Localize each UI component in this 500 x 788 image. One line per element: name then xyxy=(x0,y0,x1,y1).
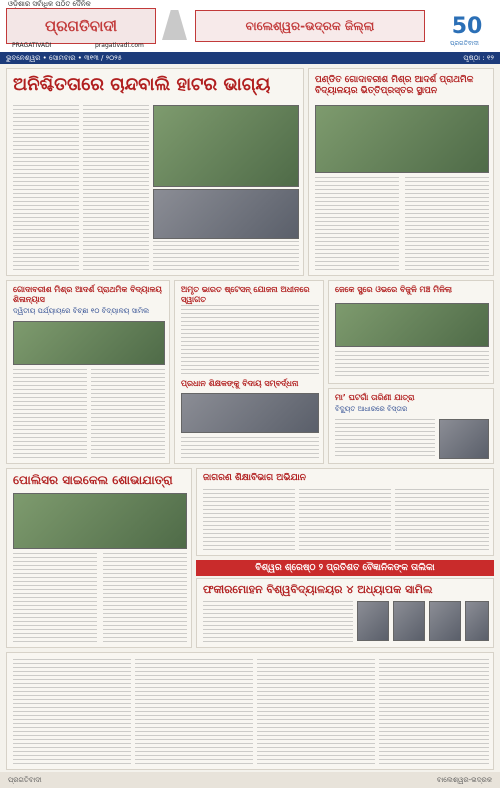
story-center-mid xyxy=(174,280,324,464)
story-text xyxy=(257,659,375,765)
story-text xyxy=(135,659,253,765)
headline-left-lower: ପୋଲିସର ସାଇକେଲ ଶୋଭାଯାତ୍ରା xyxy=(13,473,173,487)
story-center-lower xyxy=(196,468,494,556)
photo xyxy=(181,393,319,433)
photo xyxy=(153,105,299,187)
footer-right: ବାଲେଶ୍ୱର-ଭଦ୍ରକ xyxy=(436,775,492,784)
story-right-mid2 xyxy=(328,388,494,464)
story-text xyxy=(103,553,187,643)
headline-right-mid: ଜେକେ ସ୍ପ୍ରେ ଓଭରେ ବିଜୁଳି ମଞ୍ଚ ମିଳିଲା xyxy=(335,285,452,294)
map-icon xyxy=(162,10,187,40)
story-top-left xyxy=(6,68,304,276)
anniversary-caption: ପ୍ରଗତିବାଦୀ xyxy=(450,40,479,47)
portrait xyxy=(465,601,489,641)
story-text xyxy=(405,177,489,271)
story-text xyxy=(335,351,489,379)
photo xyxy=(13,321,165,365)
story-bottom-wide xyxy=(6,652,494,770)
story-text xyxy=(203,601,353,645)
story-top-right xyxy=(308,68,494,276)
story-left-mid xyxy=(6,280,170,464)
photo xyxy=(153,189,299,239)
logo-text: ପ୍ରଗତିବାଦୀ xyxy=(44,17,118,35)
subheadline-right-mid2: ବିଦ୍ୟୁତ ଆଧାରରେ ବିସ୍ତାର xyxy=(335,405,408,413)
portrait xyxy=(429,601,461,641)
story-left-lower xyxy=(6,468,192,648)
story-text xyxy=(153,241,299,271)
headline-bottom: ଫକୀରମୋହନ ବିଶ୍ୱବିଦ୍ୟାଳୟର ୪ ଅଧ୍ୟାପକ ସାମିଲ xyxy=(203,583,433,596)
story-text xyxy=(91,369,165,459)
photo xyxy=(13,493,187,549)
portrait xyxy=(357,601,389,641)
english-name: PRAGATIVADI xyxy=(12,42,52,49)
story-text xyxy=(315,177,399,271)
story-text xyxy=(181,437,319,459)
story-text xyxy=(335,419,435,459)
footer-left: ପ୍ରଗତିବାଦୀ xyxy=(8,775,42,784)
website: pragativadi.com xyxy=(95,42,144,49)
story-right-mid xyxy=(328,280,494,384)
masthead xyxy=(0,0,500,52)
story-text xyxy=(395,489,489,551)
bottom-banner: ବିଶ୍ୱର ଶ୍ରେଷ୍ଠ ୨ ପ୍ରତିଶତ ବୈଜ୍ଞାନିକଙ୍କ ତାଲିକା xyxy=(196,560,494,576)
story-text xyxy=(13,553,97,643)
photo xyxy=(335,303,489,347)
story-text xyxy=(379,659,489,765)
district-title: ବାଲେଶ୍ୱର-ଭଦ୍ରକ ଜିଲ୍ଲା xyxy=(195,10,425,42)
page-number: ପୃଷ୍ଠା : ୧୨ xyxy=(463,53,494,62)
story-text xyxy=(13,105,79,271)
headline-center-lower: ଜାଗରଣ ଶିକ୍ଷାବିଭାଗ ଅଭିଯାନ xyxy=(203,473,306,483)
story-text xyxy=(13,659,131,765)
portrait xyxy=(393,601,425,641)
newspaper-logo xyxy=(6,8,156,44)
top-note: ଓଡ଼ିଶାର ସର୍ବାଧିକ ପଠିତ ଦୈନିକ xyxy=(8,0,91,8)
headline-center-mid: ଅମୃତ ଭାରତ ଷ୍ଟେସନ୍ ଯୋଜନା ଅଧୀନରେ ସ୍ୱାଗତ xyxy=(181,285,310,304)
headline-top-right: ପଣ୍ଡିତ ଗୋଦାବରୀଶ ମିଶ୍ର ଆଦର୍ଶ ପ୍ରାଥମିକ ବିଦ୍ୟାଳୟର ଭିତ୍ତିପ୍ରସ୍ତର ସ୍ଥାପନ xyxy=(315,75,474,96)
photo xyxy=(439,419,489,459)
headline-top-left: ଅନିଶ୍ଚିତତାରେ ଚାନ୍ଦବାଲି ହାଟର ଭାଗ୍ୟ xyxy=(13,74,271,95)
subheadline-left-mid: ଦ୍ୱିତୀୟ ପର୍ଯ୍ୟାୟରେ ବିଚ୍ଛା ୧୦ ବିଦ୍ୟାଳୟ ସାମିଲ xyxy=(13,307,150,315)
story-text xyxy=(203,489,295,551)
dateline xyxy=(0,52,500,64)
headline-right-mid2: ମା’ ଘଟଗାଁ ତାରିଣୀ ଯାତ୍ରା xyxy=(335,393,415,402)
subheadline-center-mid: ପ୍ରଧାନ ଶିକ୍ଷକଙ୍କୁ ବିଦାୟ ସମ୍ବର୍ଦ୍ଧନା xyxy=(181,379,299,388)
footer xyxy=(0,772,500,788)
story-bottom xyxy=(196,578,494,648)
anniversary-badge: 50 xyxy=(451,13,483,39)
story-text xyxy=(13,369,87,459)
dateline-left: ଭୁବନେଶ୍ୱର • ସୋମବାର • ୩୧୩ / ୨୦୨୫ xyxy=(6,53,123,62)
story-text xyxy=(299,489,391,551)
story-text xyxy=(181,305,319,375)
headline-left-mid: ଗୋଦାବରୀଶ ମିଶ୍ର ଆଦର୍ଶ ପ୍ରାଥମିକ ବିଦ୍ୟାଳୟ ଶିଳାନ୍ୟାସ xyxy=(13,285,162,304)
story-text xyxy=(83,105,149,271)
photo xyxy=(315,105,489,173)
